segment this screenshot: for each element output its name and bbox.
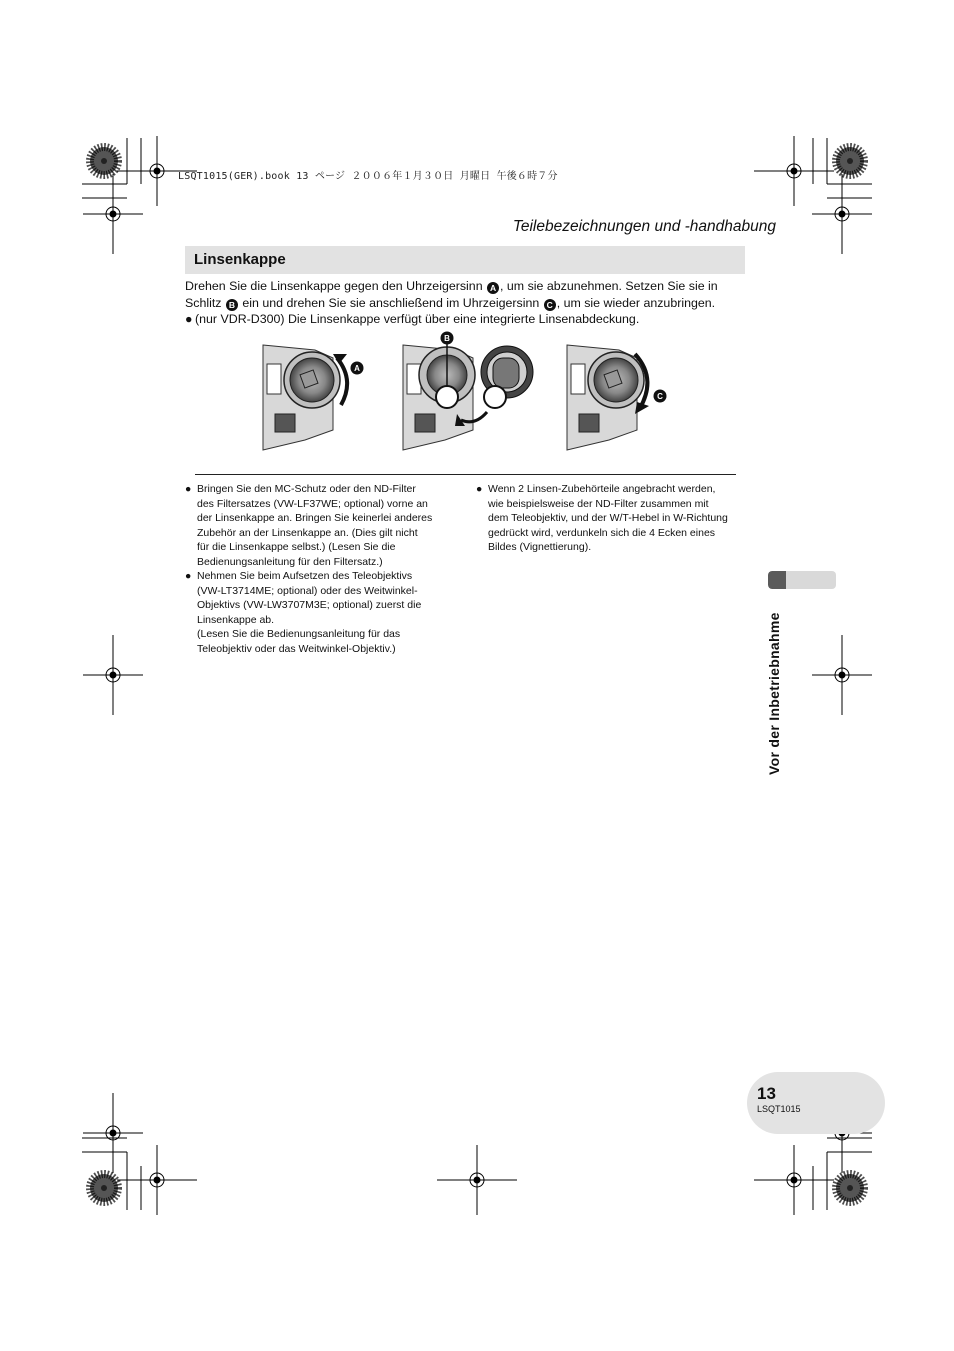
heading-bar (185, 246, 745, 274)
chapter-tab-marker (768, 571, 786, 589)
note-line: (Lesen Sie die Bedienungsanleitung für das (197, 628, 401, 640)
note-line: der Linsenkappe an. Bringen Sie keinerlei anderes (197, 512, 433, 524)
camera-step-c (567, 345, 667, 450)
note-item (476, 482, 766, 555)
chapter-tab (768, 571, 836, 589)
note-item (185, 482, 470, 569)
bullet-icon: ● (185, 312, 193, 326)
figure-label-a: A (354, 364, 360, 373)
lens-cap-illustration (255, 330, 675, 455)
intro-text: ein und drehen Sie sie anschließend im Uhrzeigersinn (238, 295, 543, 310)
intro-text: Schlitz (185, 295, 225, 310)
note-line: Bedienungsanleitung für den Filtersatz.) (197, 555, 383, 568)
bullet-text: (nur VDR-D300) Die Linsenkappe verfügt über eine integrierte Linsenabdeckung. (195, 312, 640, 326)
bullet-icon: ● (476, 483, 483, 495)
note-line: Bildes (Vignettierung). (488, 541, 592, 553)
note-line: (VW-LT3714ME; optional) oder des Weitwinkel- (197, 584, 418, 597)
note-line: Bringen Sie den MC-Schutz oder den ND-Filter (197, 483, 416, 495)
note-line: Nehmen Sie beim Aufsetzen des Teleobjektivs (197, 570, 413, 582)
intro-text: , um sie wieder anzubringen. (556, 295, 716, 310)
camera-step-b (403, 332, 533, 451)
note-line: für die Linsenkappe selbst.) (Lesen Sie die (197, 541, 396, 553)
note-line: Wenn 2 Linsen-Zubehörteile angebracht werden, (488, 483, 716, 495)
figure-label-c: C (657, 392, 663, 401)
bullet-icon: ● (185, 570, 192, 582)
bullet-icon: ● (185, 483, 192, 495)
intro-bullet (185, 311, 750, 328)
page-number-box (747, 1072, 885, 1134)
file-header: LSQT1015(GER).book 13 ページ ２００６年１月３０日 月曜日 午後６時７分 (178, 171, 558, 182)
camera-step-a (263, 345, 364, 450)
note-item (185, 569, 470, 656)
intro-text: Drehen Sie die Linsenkappe gegen den Uhrzeigersinn (185, 279, 487, 293)
intro-paragraph (185, 278, 750, 328)
heading-text: Linsenkappe (194, 251, 286, 268)
marker-a: A (487, 282, 499, 294)
note-line: Linsenkappe ab. (197, 613, 275, 626)
intro-line-1 (185, 278, 750, 295)
note-line: wie beispielsweise der ND-Filter zusammen mit (488, 497, 709, 510)
figure-label-b: B (444, 334, 450, 343)
notes-left (185, 482, 470, 656)
doc-code: LSQT1015 (757, 1104, 801, 1114)
note-line: Objektivs (VW-LW3707M3E; optional) zuerst die (197, 599, 422, 611)
section-title: Teilebezeichnungen und -handhabung (512, 218, 776, 235)
divider (195, 474, 736, 475)
note-line: gedrückt wird, verdunkeln sich die 4 Ecken eines (488, 526, 716, 539)
note-line: des Filtersatzes (VW-LF37WE; optional) vorne an (197, 497, 428, 510)
intro-text: , um sie abzunehmen. Setzen Sie sie in (500, 279, 718, 293)
notes-right (476, 482, 766, 555)
page-number: 13 (757, 1084, 776, 1103)
intro-line-2 (185, 295, 750, 312)
note-line: Zubehör an der Linsenkappe an. (Dies gilt nicht (197, 526, 418, 539)
marker-b: B (226, 299, 238, 311)
marker-c: C (544, 299, 556, 311)
note-line: Teleobjektiv oder das Weitwinkel-Objektiv.) (197, 642, 396, 655)
side-label: Vor der Inbetriebnahme (766, 612, 782, 775)
note-line: dem Teleobjektiv, und der W/T-Hebel in W-Richtung (488, 512, 728, 524)
